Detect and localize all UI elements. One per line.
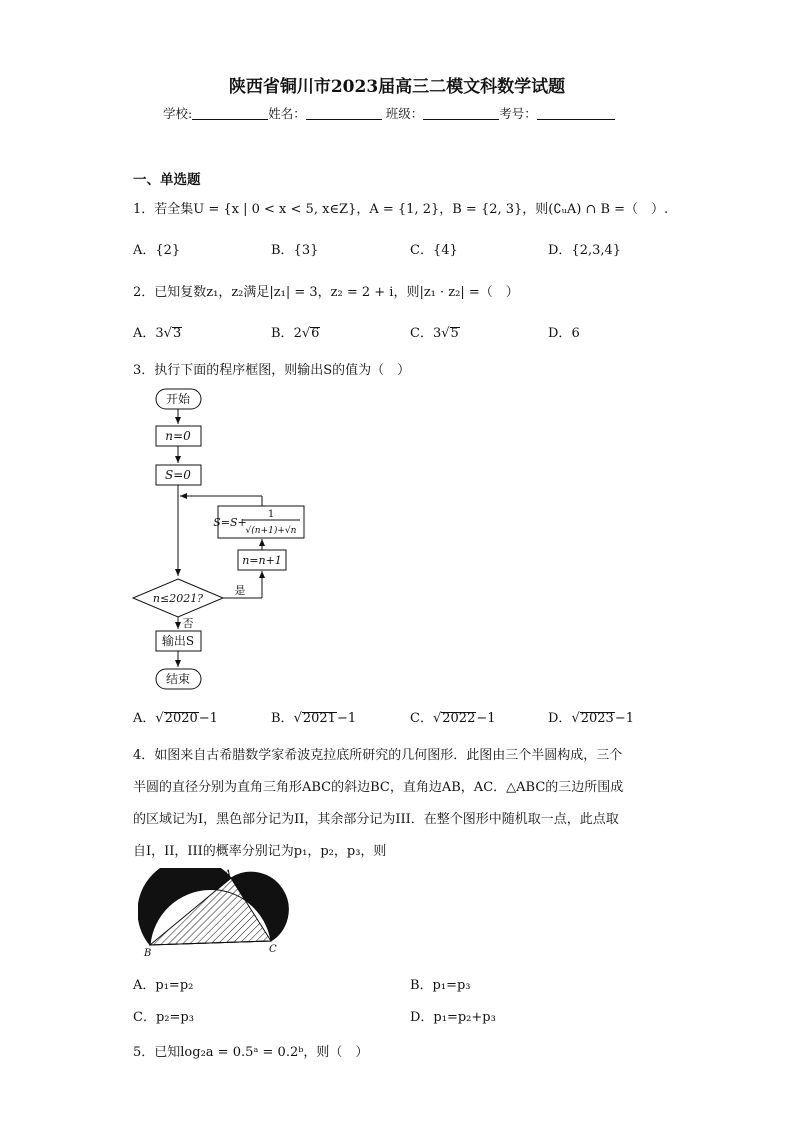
q2-option-c[interactable]: C．3√5 [410, 326, 459, 341]
question-4-line-1: 4．如图来自古希腊数学家希波克拉底所研究的几何图形．此图由三个半圆构成，三个 [133, 748, 623, 763]
question-4-line-2: 半圆的直径分别为直角三角形ABC的斜边BC，直角边AB，AC．△ABC的三边所围成 [133, 780, 624, 795]
q4-option-a[interactable]: A．p₁=p₂ [133, 978, 194, 993]
page-title: 陕西省铜川市2023届高三二模文科数学试题 [228, 77, 566, 97]
flow-condition-label: n≤2021? [152, 592, 204, 605]
q1-option-a[interactable]: A．{2} [133, 243, 181, 258]
class-blank[interactable] [423, 107, 499, 120]
question-4-line-4: 自I，II，III的概率分别记为p₁，p₂，p₃，则 [133, 844, 387, 859]
school-label: 学校: [163, 106, 193, 121]
q1-option-c[interactable]: C．{4} [410, 243, 458, 258]
q1-option-b[interactable]: B．{3} [271, 243, 319, 258]
class-label: 班级： [385, 106, 424, 121]
q3-option-c[interactable]: C．√2022−1 [410, 711, 496, 726]
school-blank[interactable] [192, 107, 268, 120]
question-5-text: 5．已知log₂a = 0.5ᵃ = 0.2ᵇ，则（ ） [133, 1045, 369, 1060]
q3-option-a[interactable]: A．√2020−1 [133, 711, 218, 726]
flow-output-label: 输出S [161, 634, 195, 648]
student-info-line [163, 104, 615, 122]
flow-end-label: 结束 [165, 672, 191, 686]
hippocrates-lune-figure [138, 868, 298, 958]
flow-start-label: 开始 [165, 392, 191, 406]
q4-option-b[interactable]: B．p₁=p₃ [410, 978, 471, 993]
q2-option-d[interactable]: D．6 [548, 326, 580, 341]
question-3-text: 3．执行下面的程序框图，则输出S的值为（ ） [133, 363, 411, 378]
flow-update-numerator: 1 [267, 509, 275, 520]
figure-label-c: C [269, 944, 277, 955]
flow-yes-label: 是 [234, 584, 246, 597]
name-blank[interactable] [306, 107, 382, 120]
question-4-line-3: 的区域记为I，黑色部分记为II，其余部分记为III．在整个图形中随机取一点，此点取 [133, 812, 619, 827]
flow-init-s-label: S=0 [165, 468, 191, 482]
section-heading: 一、单选题 [133, 172, 201, 188]
name-label: 姓名： [268, 106, 306, 121]
flow-init-n-label: n=0 [165, 429, 191, 443]
q4-option-c[interactable]: C．p₂=p₃ [133, 1010, 194, 1025]
flow-no-label: 否 [182, 617, 194, 630]
exam-no-label: 考号： [499, 106, 537, 121]
flow-increment-label: n=n+1 [242, 554, 282, 567]
q3-option-b[interactable]: B．√2021−1 [271, 711, 357, 726]
flow-update-denominator: √(n+1)+√n [245, 526, 297, 536]
question-2-text: 2．已知复数z₁，z₂满足|z₁| = 3，z₂ = 2 + i，则|z₁ · z₂| =（ ） [133, 285, 519, 300]
q4-option-d[interactable]: D．p₁=p₂+p₃ [410, 1010, 496, 1025]
figure-label-b: B [144, 948, 152, 958]
flowchart [128, 384, 328, 696]
figure-label-a: A [224, 869, 232, 880]
q2-option-a[interactable]: A．3√3 [133, 326, 182, 341]
q1-option-d[interactable]: D．{2,3,4} [548, 243, 622, 258]
flow-update-lhs: S=S+ [213, 516, 247, 529]
q3-option-d[interactable]: D．√2023−1 [548, 711, 634, 726]
exam-no-blank[interactable] [537, 107, 615, 120]
question-1-text: 1．若全集U = {x | 0 < x < 5, x∈Z}，A = {1, 2}，B = {2, 3}，则(∁ᵤA) ∩ B =（ ）. [133, 202, 669, 217]
q2-option-b[interactable]: B．2√6 [271, 326, 320, 341]
